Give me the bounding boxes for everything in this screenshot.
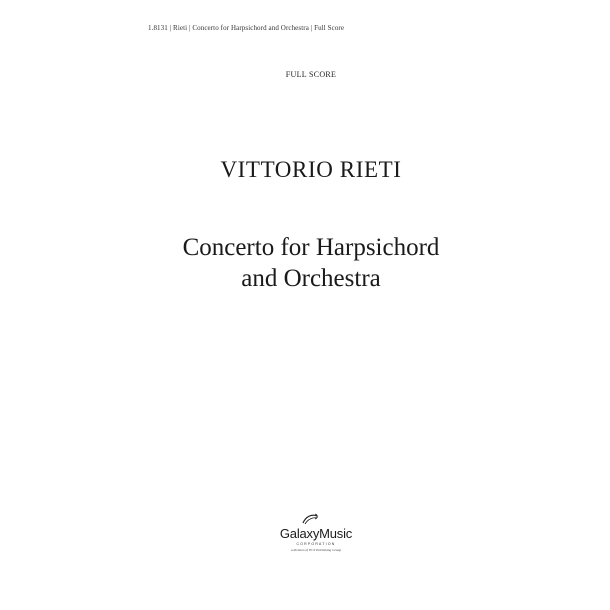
work-title: [0, 232, 610, 294]
work-title-line-1: Concerto for Harpsichord: [182, 234, 440, 261]
publisher-tagline: a division of ECS Publishing Group: [290, 548, 342, 552]
publisher-logo: [256, 512, 376, 556]
galaxy-swirl-icon: [300, 512, 320, 526]
publisher-name: GalaxyMusic: [279, 526, 353, 541]
composer-name: VITTORIO RIETI: [220, 157, 402, 182]
publisher-subtitle: CORPORATION: [296, 542, 336, 546]
work-title-line-2: and Orchestra: [241, 265, 381, 292]
edition-label: FULL SCORE: [285, 70, 337, 79]
catalog-header: 1.8131 | Rieti | Concerto for Harpsichord and Orchestra | Full Score: [148, 24, 345, 32]
